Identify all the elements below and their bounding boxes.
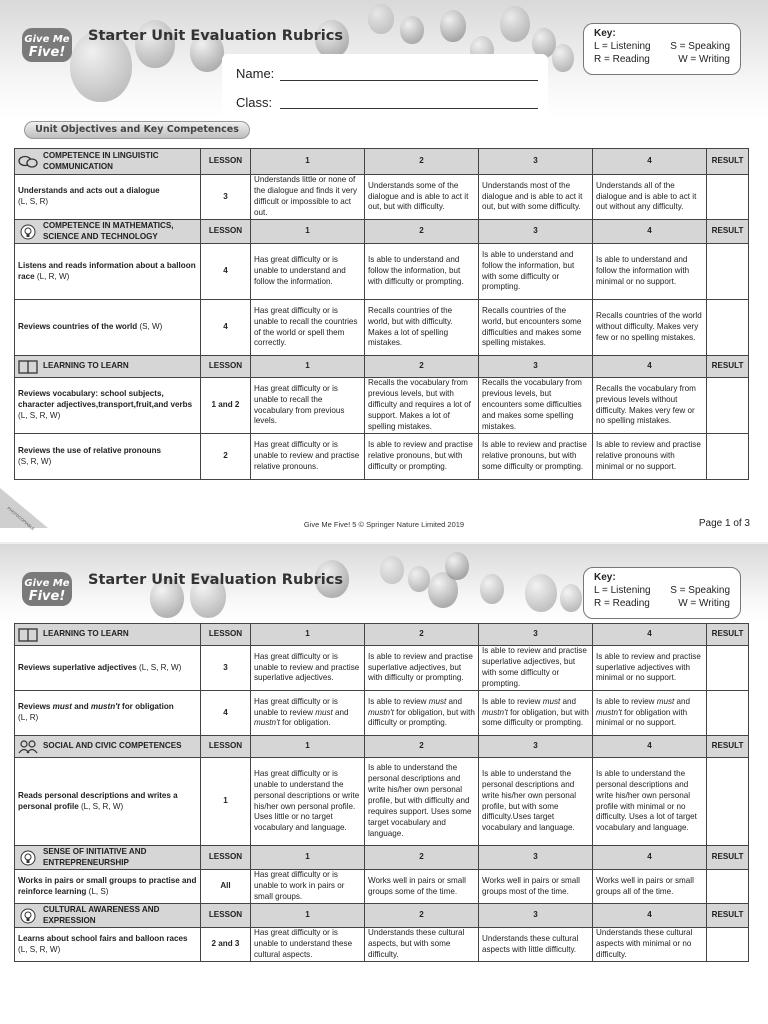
competence-header-row <box>15 846 749 870</box>
lesson-header: LESSON <box>201 624 251 646</box>
level-3-header: 3 <box>479 149 593 175</box>
svg-text:Five!: Five! <box>28 45 66 60</box>
objective-text: Reviews countries of the world <box>18 322 138 332</box>
lesson-cell: 3 <box>201 175 251 220</box>
skills-text: (S, R, W) <box>18 456 52 466</box>
level-1-cell: Has great difficulty or is unable to understand the personal descriptions or write his/her own personal profile. Uses little or no target vocabulary and language. <box>251 758 365 846</box>
speech-bubbles-icon <box>18 154 38 170</box>
level-2-header: 2 <box>365 846 479 870</box>
result-header: RESULT <box>707 846 749 870</box>
skills-text: (L, S) <box>88 886 109 896</box>
lightbulb-icon <box>18 850 38 866</box>
level-2-header: 2 <box>365 149 479 175</box>
level-3-cell: Is able to understand the personal descriptions and write his/her own personal profile, but with some difficulty.Uses target vocabulary and language. <box>479 758 593 846</box>
lesson-cell: 1 <box>201 758 251 846</box>
lesson-header: LESSON <box>201 736 251 758</box>
objective-text: Reads personal descriptions and writes a personal profile <box>18 790 178 811</box>
objective-text: Reviews vocabulary: school subjects, character adjectives,transport,fruit,and verbs <box>18 389 193 410</box>
objective-cell <box>15 870 201 904</box>
balloon-decoration <box>445 552 469 580</box>
competence-title: SENSE OF INITIATIVE AND ENTREPRENEURSHIP <box>43 846 147 867</box>
objective-cell <box>15 691 201 736</box>
level-1-header: 1 <box>251 356 365 378</box>
svg-text:Give Me: Give Me <box>24 34 70 45</box>
level-1-header: 1 <box>251 904 365 928</box>
objective-cell <box>15 175 201 220</box>
cell-text: Has great difficulty or is unable to review <box>254 696 338 717</box>
objective-italic: mustn't <box>90 702 120 712</box>
skills-text: (L, S, R, W) <box>80 801 124 811</box>
level-4-cell: Understands all of the dialogue and is able to act it out without any difficulty. <box>593 175 707 220</box>
level-2-cell: Recalls the vocabulary from previous levels, but with difficulty and requires a lot of support. Makes a lot of spelling mistakes. <box>365 378 479 434</box>
objective-cell <box>15 646 201 691</box>
give-me-five-logo <box>20 22 78 66</box>
key-reading: R = Reading <box>594 598 650 609</box>
level-2-cell: Is able to understand the personal descriptions and write his/her own personal profile, but with difficulty and requires support. Uses some target vocabulary and language. <box>365 758 479 846</box>
cell-text: Is able to review <box>482 696 543 706</box>
level-1-header: 1 <box>251 736 365 758</box>
level-3-cell: Is able to understand and follow the information, but with some difficulty or prompting. <box>479 244 593 300</box>
table-row <box>15 378 749 434</box>
cell-text: for obligation, but with some difficulty or prompting. <box>482 707 589 728</box>
level-4-header: 4 <box>593 846 707 870</box>
name-line[interactable] <box>280 80 538 81</box>
result-header: RESULT <box>707 356 749 378</box>
table-row <box>15 870 749 904</box>
result-header: RESULT <box>707 904 749 928</box>
result-cell[interactable] <box>707 646 749 691</box>
level-1-cell: Has great difficulty or is unable to understand these cultural aspects. <box>251 928 365 962</box>
result-cell[interactable] <box>707 870 749 904</box>
result-header: RESULT <box>707 220 749 244</box>
lesson-header: LESSON <box>201 904 251 928</box>
table-row <box>15 691 749 736</box>
level-4-cell: Is able to understand and follow the information with minimal or no support. <box>593 244 707 300</box>
lesson-cell: 1 and 2 <box>201 378 251 434</box>
lesson-cell: 2 and 3 <box>201 928 251 962</box>
level-2-header: 2 <box>365 736 479 758</box>
competence-title: LEARNING TO LEARN <box>43 361 129 371</box>
result-header: RESULT <box>707 624 749 646</box>
cell-text: and <box>560 696 577 706</box>
competence-header-row <box>15 624 749 646</box>
balloon-decoration <box>368 4 394 34</box>
name-label: Name: <box>236 66 275 81</box>
balloon-decoration <box>560 584 582 612</box>
cell-text: for obligation with minimal or no support. <box>596 707 688 728</box>
level-3-cell: Recalls countries of the world, but encounters some difficulties and makes some spelling mistakes. <box>479 300 593 356</box>
objective-text: Reviews <box>18 702 53 712</box>
class-label: Class: <box>236 95 273 110</box>
level-1-header: 1 <box>251 220 365 244</box>
table-row <box>15 300 749 356</box>
result-cell[interactable] <box>707 175 749 220</box>
balloon-decoration <box>552 44 574 72</box>
lightbulb-icon <box>18 908 38 924</box>
result-header: RESULT <box>707 736 749 758</box>
svg-text:Five!: Five! <box>28 589 66 604</box>
level-1-cell: Has great difficulty or is unable to review and practise relative pronouns. <box>251 434 365 480</box>
level-2-cell: Understands these cultural aspects, but with some difficulty. <box>365 928 479 962</box>
level-2-header: 2 <box>365 624 479 646</box>
lesson-cell: 2 <box>201 434 251 480</box>
rubric-table-1 <box>14 148 749 480</box>
balloon-decoration <box>400 16 424 44</box>
page-header <box>0 544 768 622</box>
competence-title: CULTURAL AWARENESS AND EXPRESSION <box>43 904 160 925</box>
cell-text: for obligation. <box>279 718 331 728</box>
level-2-header: 2 <box>365 220 479 244</box>
competence-title: SOCIAL AND CIVIC COMPETENCES <box>43 741 182 751</box>
key-reading: R = Reading <box>594 54 650 65</box>
competence-header-row <box>15 220 749 244</box>
skills-text: (S, W) <box>139 322 163 332</box>
table-row <box>15 244 749 300</box>
level-1-cell <box>251 691 365 736</box>
key-listening: L = Listening <box>594 41 651 52</box>
level-4-cell: Is able to understand the personal descriptions and write his/her own personal profile with minimal or no difficulty. Uses a lot of target vocabulary and language. <box>593 758 707 846</box>
cell-italic: must <box>656 696 675 706</box>
level-3-cell: Works well in pairs or small groups most of the time. <box>479 870 593 904</box>
page-title: Starter Unit Evaluation Rubrics <box>88 572 343 588</box>
objective-italic: must <box>52 702 72 712</box>
result-cell[interactable] <box>707 378 749 434</box>
cell-italic: must <box>542 696 561 706</box>
level-1-cell: Has great difficulty or is unable to recall the countries of the world or spell them correctly. <box>251 300 365 356</box>
page-2 <box>0 544 768 1024</box>
lesson-cell: All <box>201 870 251 904</box>
cell-italic: must <box>428 696 447 706</box>
result-cell[interactable] <box>707 691 749 736</box>
result-cell[interactable] <box>707 758 749 846</box>
cell-text: and <box>446 696 463 706</box>
level-3-cell: Understands these cultural aspects with little difficulty. <box>479 928 593 962</box>
key-box <box>583 23 741 75</box>
level-1-cell: Has great difficulty or is unable to review and practise superlative adjectives. <box>251 646 365 691</box>
skills-text: (L, S, R) <box>18 197 49 206</box>
cell-italic: mustn't <box>254 718 280 728</box>
competence-header-row <box>15 736 749 758</box>
result-cell[interactable] <box>707 244 749 300</box>
level-3-header: 3 <box>479 624 593 646</box>
objective-text: Learns about school fairs and balloon races <box>18 933 188 943</box>
level-1-header: 1 <box>251 846 365 870</box>
key-title: Key: <box>594 28 616 39</box>
level-4-header: 4 <box>593 736 707 758</box>
level-2-cell: Is able to review and practise superlative adjectives, but with difficulty or prompting. <box>365 646 479 691</box>
competence-title: COMPETENCE IN MATHEMATICS, SCIENCE AND TECHNOLOGY <box>43 220 174 241</box>
level-4-cell <box>593 691 707 736</box>
skills-text: (L, S, R, W) <box>18 944 61 954</box>
objective-text: Works in pairs or small groups to practise and reinforce learning <box>18 875 197 896</box>
balloon-decoration <box>525 574 557 612</box>
give-me-five-logo <box>20 566 78 610</box>
competence-header-row <box>15 356 749 378</box>
level-2-cell: Is able to understand and follow the information, but with difficulty or prompting. <box>365 244 479 300</box>
section-label: Unit Objectives and Key Competences <box>24 121 250 139</box>
balloon-decoration <box>480 574 504 604</box>
cell-text: Is able to review <box>368 696 429 706</box>
level-4-header: 4 <box>593 149 707 175</box>
competence-title: LEARNING TO LEARN <box>43 629 129 639</box>
table-row <box>15 758 749 846</box>
level-3-cell: Is able to review and practise relative pronouns, but with some difficulty or prompting. <box>479 434 593 480</box>
balloon-decoration <box>500 6 530 42</box>
level-3-cell: Recalls the vocabulary from previous levels, but encounters some difficulties and makes some spelling mistakes. <box>479 378 593 434</box>
level-2-header: 2 <box>365 356 479 378</box>
key-writing: W = Writing <box>678 54 730 65</box>
level-2-header: 2 <box>365 904 479 928</box>
result-cell[interactable] <box>707 434 749 480</box>
cell-italic: mustn't <box>596 707 622 717</box>
skills-text: (L, S, R, W) <box>139 662 182 672</box>
objective-cell <box>15 244 201 300</box>
level-3-header: 3 <box>479 904 593 928</box>
level-3-header: 3 <box>479 220 593 244</box>
rubric-table-2 <box>14 623 749 962</box>
skills-text: (L, R) <box>18 713 39 722</box>
objective-cell <box>15 300 201 356</box>
competence-title: COMPETENCE IN LINGUISTIC COMMUNICATION <box>43 150 159 171</box>
lesson-cell: 3 <box>201 646 251 691</box>
competence-header-row <box>15 904 749 928</box>
objective-cell <box>15 378 201 434</box>
name-class-box <box>222 54 548 116</box>
table-row <box>15 434 749 480</box>
key-box <box>583 567 741 619</box>
level-3-cell: Understands most of the dialogue and is able to act it out, but with some difficulty. <box>479 175 593 220</box>
level-4-cell: Recalls the vocabulary from previous levels without difficulty. Makes very few or no spelling mistakes. <box>593 378 707 434</box>
level-3-header: 3 <box>479 846 593 870</box>
objective-text: Reviews the use of relative pronouns <box>18 445 162 455</box>
lesson-cell: 4 <box>201 244 251 300</box>
page-number: Page 1 of 3 <box>698 518 750 529</box>
page-title: Starter Unit Evaluation Rubrics <box>88 28 343 44</box>
skills-text: (L, R, W) <box>36 271 70 281</box>
result-cell[interactable] <box>707 928 749 962</box>
svg-text:Give Me: Give Me <box>24 578 70 589</box>
level-1-cell: Has great difficulty or is unable to understand and follow the information. <box>251 244 365 300</box>
objective-text: and <box>72 702 91 712</box>
cell-text: and <box>332 707 349 717</box>
balloon-decoration <box>408 566 430 592</box>
balloon-decoration <box>440 10 466 42</box>
level-4-header: 4 <box>593 904 707 928</box>
level-2-cell: Recalls countries of the world, but with difficulty. Makes a lot of spelling mistakes. <box>365 300 479 356</box>
level-4-header: 4 <box>593 356 707 378</box>
level-2-cell: Understands some of the dialogue and is able to act it out, but with difficulty. <box>365 175 479 220</box>
level-2-cell: Works well in pairs or small groups some of the time. <box>365 870 479 904</box>
cell-italic: mustn't <box>482 707 508 717</box>
key-speaking: S = Speaking <box>670 585 730 596</box>
result-header: RESULT <box>707 149 749 175</box>
book-icon <box>18 359 38 375</box>
cell-italic: mustn't <box>368 707 394 717</box>
level-4-header: 4 <box>593 624 707 646</box>
corner-text: PHOTOCOPIABLE <box>6 505 36 532</box>
lightbulb-icon <box>18 224 38 240</box>
skills-text: (L, S, R, W) <box>18 410 61 420</box>
table-row <box>15 646 749 691</box>
result-cell[interactable] <box>707 300 749 356</box>
lesson-header: LESSON <box>201 846 251 870</box>
objective-cell <box>15 928 201 962</box>
key-speaking: S = Speaking <box>670 41 730 52</box>
people-icon <box>18 739 38 755</box>
level-2-cell <box>365 691 479 736</box>
objective-text: Reviews superlative adjectives <box>18 662 137 672</box>
cell-text: Is able to review <box>596 696 657 706</box>
table-row <box>15 175 749 220</box>
level-1-cell: Has great difficulty or is unable to work in pairs or small groups. <box>251 870 365 904</box>
level-4-cell: Is able to review and practise superlative adjectives with minimal or no support. <box>593 646 707 691</box>
book-icon <box>18 627 38 643</box>
lesson-header: LESSON <box>201 220 251 244</box>
level-2-cell: Is able to review and practise relative pronouns, but with difficulty or prompting. <box>365 434 479 480</box>
level-3-header: 3 <box>479 356 593 378</box>
class-line[interactable] <box>280 108 538 109</box>
balloon-decoration <box>380 556 404 584</box>
objective-text: Understands and acts out a dialogue <box>18 186 160 196</box>
lesson-header: LESSON <box>201 149 251 175</box>
page-header <box>0 0 768 118</box>
lesson-cell: 4 <box>201 691 251 736</box>
level-3-header: 3 <box>479 736 593 758</box>
level-4-cell: Recalls countries of the world without difficulty. Makes very few or no spelling mistakes. <box>593 300 707 356</box>
key-writing: W = Writing <box>678 598 730 609</box>
level-1-header: 1 <box>251 624 365 646</box>
cell-text: for obligation, but with difficulty or prompting. <box>368 707 475 728</box>
level-4-cell: Understands these cultural aspects with minimal or no difficulty. <box>593 928 707 962</box>
competence-header-row <box>15 149 749 175</box>
objective-cell <box>15 758 201 846</box>
objective-text: for obligation <box>119 702 174 712</box>
level-1-cell: Has great difficulty or is unable to recall the vocabulary from previous levels. <box>251 378 365 434</box>
objective-cell <box>15 434 201 480</box>
key-listening: L = Listening <box>594 585 651 596</box>
level-4-cell: Works well in pairs or small groups all of the time. <box>593 870 707 904</box>
objective-text: Listens and reads information about a balloon race <box>18 260 196 281</box>
cell-italic: must <box>315 707 333 717</box>
level-1-header: 1 <box>251 149 365 175</box>
table-row <box>15 928 749 962</box>
key-title: Key: <box>594 572 616 583</box>
level-3-cell <box>479 691 593 736</box>
cell-text: and <box>674 696 691 706</box>
level-1-cell: Understands little or none of the dialogue and finds it very difficult or impossible to act out. <box>251 175 365 220</box>
lesson-cell: 4 <box>201 300 251 356</box>
level-3-cell: Is able to review and practise superlative adjectives, but with some difficulty or prompting. <box>479 646 593 691</box>
footer-copyright: Give Me Five! 5 © Springer Nature Limited 2019 <box>303 520 465 529</box>
level-4-header: 4 <box>593 220 707 244</box>
level-4-cell: Is able to review and practise relative pronouns with minimal or no support. <box>593 434 707 480</box>
lesson-header: LESSON <box>201 356 251 378</box>
